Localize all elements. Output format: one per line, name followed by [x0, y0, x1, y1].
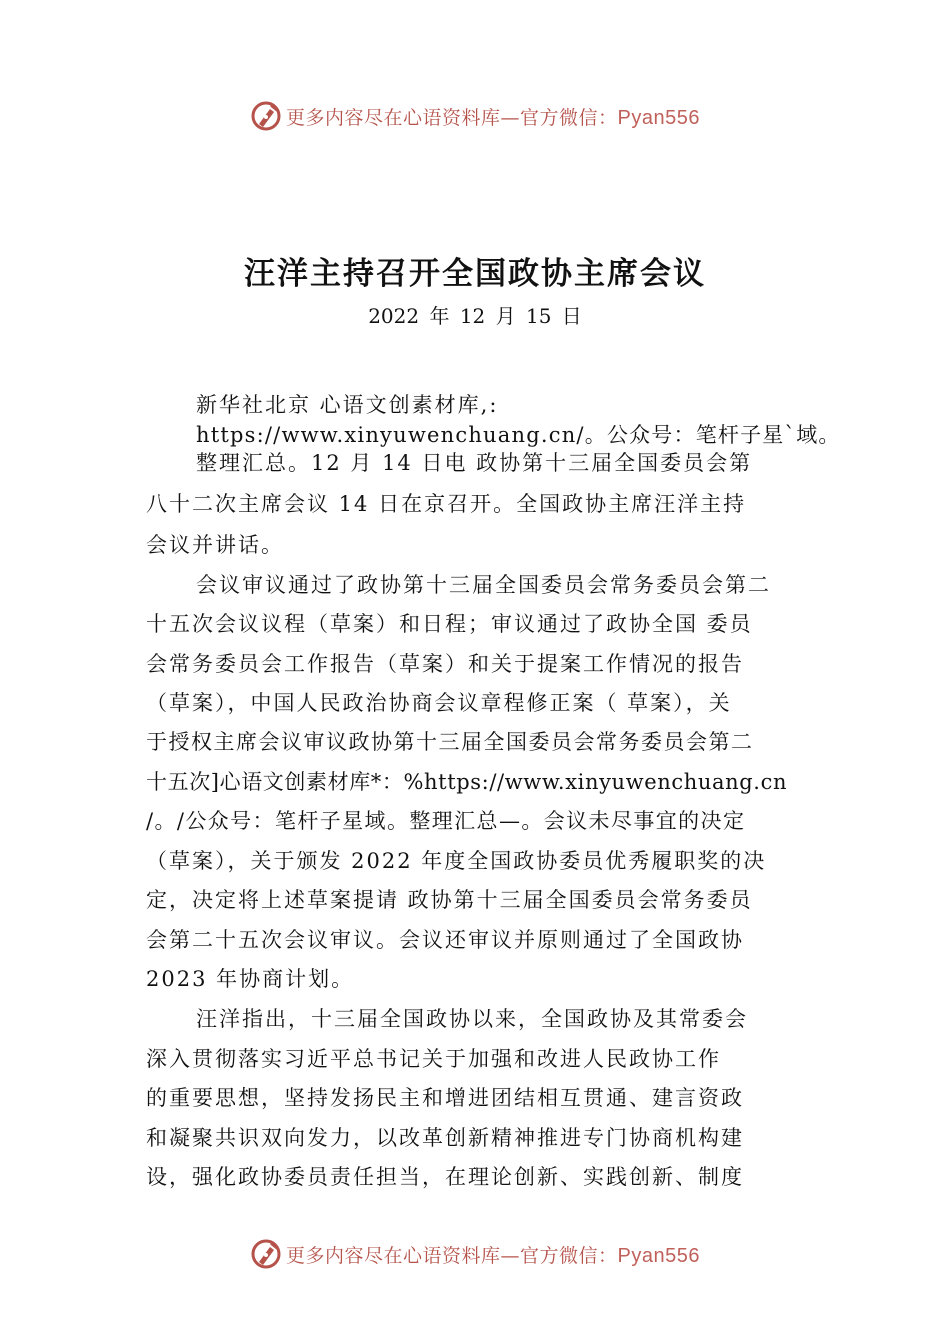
- body-line: 设，强化政协委员责任担当，在理论创新、实践创新、制度: [146, 1165, 744, 1189]
- body-line: 整理汇总。12 月 14 日电 政协第十三届全国委员会第: [196, 451, 753, 475]
- body-line: （草案），关于颁发 2022 年度全国政协委员优秀履职奖的决: [146, 849, 767, 873]
- pen-nib-seal-icon: [250, 1238, 282, 1270]
- footer-watermark-banner: [0, 1234, 950, 1274]
- body-line: 深入贯彻落实习近平总书记关于加强和改进人民政协工作: [146, 1047, 721, 1071]
- header-watermark-banner: [0, 96, 950, 136]
- body-line: 会议并讲话。: [146, 533, 284, 557]
- body-line: 会常务委员会工作报告（草案）和关于提案工作情况的报告: [146, 652, 744, 676]
- body-line: 十五次会议议程（草案）和日程；审议通过了政协全国 委员: [146, 612, 753, 636]
- body-line: 的重要思想，坚持发扬民主和增进团结相互贯通、建言资政: [146, 1086, 744, 1110]
- body-line: https://www.xinyuwenchuang.cn/。公众号：笔杆子星`域。: [196, 423, 841, 447]
- watermark-label: 更多内容尽在心语资料库—官方微信：: [286, 106, 618, 129]
- article-title: 汪洋主持召开全国政协主席会议: [244, 256, 706, 292]
- body-line: 八十二次主席会议 14 日在京召开。全国政协主席汪洋主持: [146, 492, 747, 516]
- body-line: （草案），中国人民政治协商会议章程修正案（ 草案），关: [146, 691, 732, 715]
- body-line: 会第二十五次会议审议。会议还审议并原则通过了全国政协: [146, 928, 744, 952]
- body-line: 汪洋指出，十三届全国政协以来，全国政协及其常委会: [196, 1007, 748, 1031]
- watermark-handle: Pyan556: [617, 106, 700, 129]
- body-line: 定，决定将上述草案提请 政协第十三届全国委员会常务委员: [146, 888, 753, 912]
- body-line: 和凝聚共识双向发力，以改革创新精神推进专门协商机构建: [146, 1126, 744, 1150]
- watermark-handle: Pyan556: [617, 1244, 700, 1267]
- watermark-text: [286, 103, 700, 130]
- body-line: 会议审议通过了政协第十三届全国委员会常务委员会第二: [196, 573, 771, 597]
- body-line: 新华社北京 心语文创素材库,:: [196, 393, 499, 417]
- watermark-text: [286, 1241, 700, 1268]
- body-line: 2023 年协商计划。: [146, 967, 355, 991]
- body-line: 于授权主席会议审议政协第十三届全国委员会常务委员会第二: [146, 730, 754, 754]
- article-date: 2022 年 12 月 15 日: [368, 304, 582, 328]
- body-line: 十五次]心语文创素材库*：%https://www.xinyuwenchuang.cn: [146, 770, 788, 794]
- pen-nib-seal-icon: [250, 100, 282, 132]
- body-line: /。/公众号：笔杆子星域。整理汇总—。会议未尽事宜的决定: [146, 809, 746, 833]
- watermark-label: 更多内容尽在心语资料库—官方微信：: [286, 1244, 618, 1267]
